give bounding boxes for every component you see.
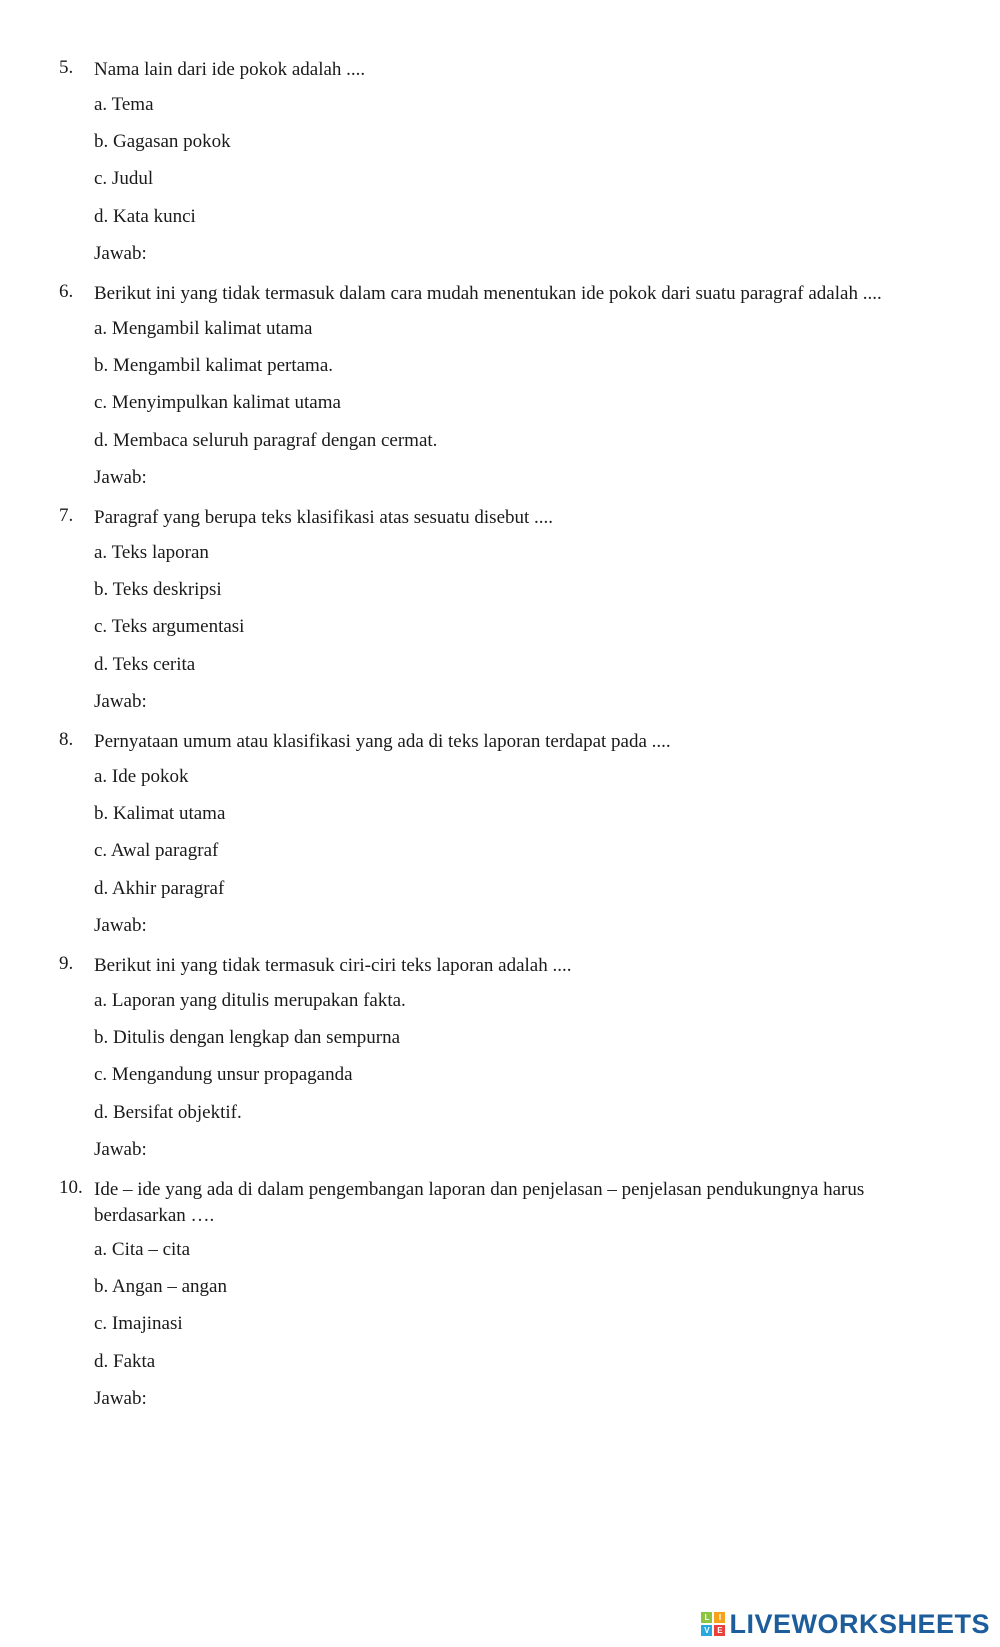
logo-text: LIVEWORKSHEETS <box>729 1608 990 1639</box>
option-b[interactable]: b. Gagasan pokok <box>94 131 231 152</box>
option-c[interactable]: c. Imajinasi <box>94 1313 183 1334</box>
logo-mark-icon <box>701 1612 725 1636</box>
answer-label: Jawab: <box>94 915 147 936</box>
question-text: Pernyataan umum atau klasifikasi yang ada di teks laporan terdapat pada .... <box>94 731 671 752</box>
option-b[interactable]: b. Mengambil kalimat pertama. <box>94 355 334 376</box>
option-d[interactable]: d. Kata kunci <box>94 206 196 227</box>
option-a[interactable]: a. Tema <box>94 94 154 115</box>
answer-label: Jawab: <box>94 467 147 488</box>
option-c[interactable]: c. Menyimpulkan kalimat utama <box>94 392 341 413</box>
question-text: Paragraf yang berupa teks klasifikasi atas sesuatu disebut .... <box>94 507 554 528</box>
option-d[interactable]: d. Bersifat objektif. <box>94 1102 242 1123</box>
option-d[interactable]: d. Teks cerita <box>94 654 196 675</box>
question-number: 6. <box>59 281 74 302</box>
answer-label: Jawab: <box>94 1139 147 1160</box>
option-a[interactable]: a. Teks laporan <box>94 542 209 563</box>
option-b[interactable]: b. Kalimat utama <box>94 803 226 824</box>
option-d[interactable]: d. Akhir paragraf <box>94 878 225 899</box>
logo-letter: E <box>714 1625 725 1636</box>
option-a[interactable]: a. Cita – cita <box>94 1239 191 1260</box>
question-number: 7. <box>59 505 74 526</box>
option-b[interactable]: b. Teks deskripsi <box>94 579 222 600</box>
option-c[interactable]: c. Judul <box>94 168 154 189</box>
option-d[interactable]: d. Membaca seluruh paragraf dengan cermat. <box>94 430 438 451</box>
option-a[interactable]: a. Mengambil kalimat utama <box>94 318 313 339</box>
question-text: Berikut ini yang tidak termasuk dalam cara mudah menentukan ide pokok dari suatu paragraf adalah .... <box>94 283 882 304</box>
option-d[interactable]: d. Fakta <box>94 1351 156 1372</box>
option-c[interactable]: c. Teks argumentasi <box>94 616 245 637</box>
answer-label: Jawab: <box>94 1388 147 1409</box>
answer-label: Jawab: <box>94 691 147 712</box>
logo-letter: V <box>701 1625 712 1636</box>
liveworksheets-logo[interactable] <box>701 1607 990 1641</box>
option-a[interactable]: a. Ide pokok <box>94 766 189 787</box>
question-number: 9. <box>59 953 74 974</box>
option-c[interactable]: c. Awal paragraf <box>94 840 219 861</box>
question-text: Ide – ide yang ada di dalam pengembangan laporan dan penjelasan – penjelasan pendukungnya harus berdasarkan …. <box>94 1179 865 1226</box>
option-b[interactable]: b. Angan – angan <box>94 1276 227 1297</box>
question-number: 8. <box>59 729 74 750</box>
option-a[interactable]: a. Laporan yang ditulis merupakan fakta. <box>94 990 406 1011</box>
question-number: 10. <box>59 1177 83 1198</box>
logo-letter: L <box>701 1612 712 1623</box>
question-text: Berikut ini yang tidak termasuk ciri-ciri teks laporan adalah .... <box>94 955 572 976</box>
logo-letter: I <box>714 1612 725 1623</box>
question-text: Nama lain dari ide pokok adalah .... <box>94 59 366 80</box>
option-c[interactable]: c. Mengandung unsur propaganda <box>94 1064 353 1085</box>
option-b[interactable]: b. Ditulis dengan lengkap dan sempurna <box>94 1027 401 1048</box>
answer-label: Jawab: <box>94 243 147 264</box>
question-number: 5. <box>59 57 74 78</box>
